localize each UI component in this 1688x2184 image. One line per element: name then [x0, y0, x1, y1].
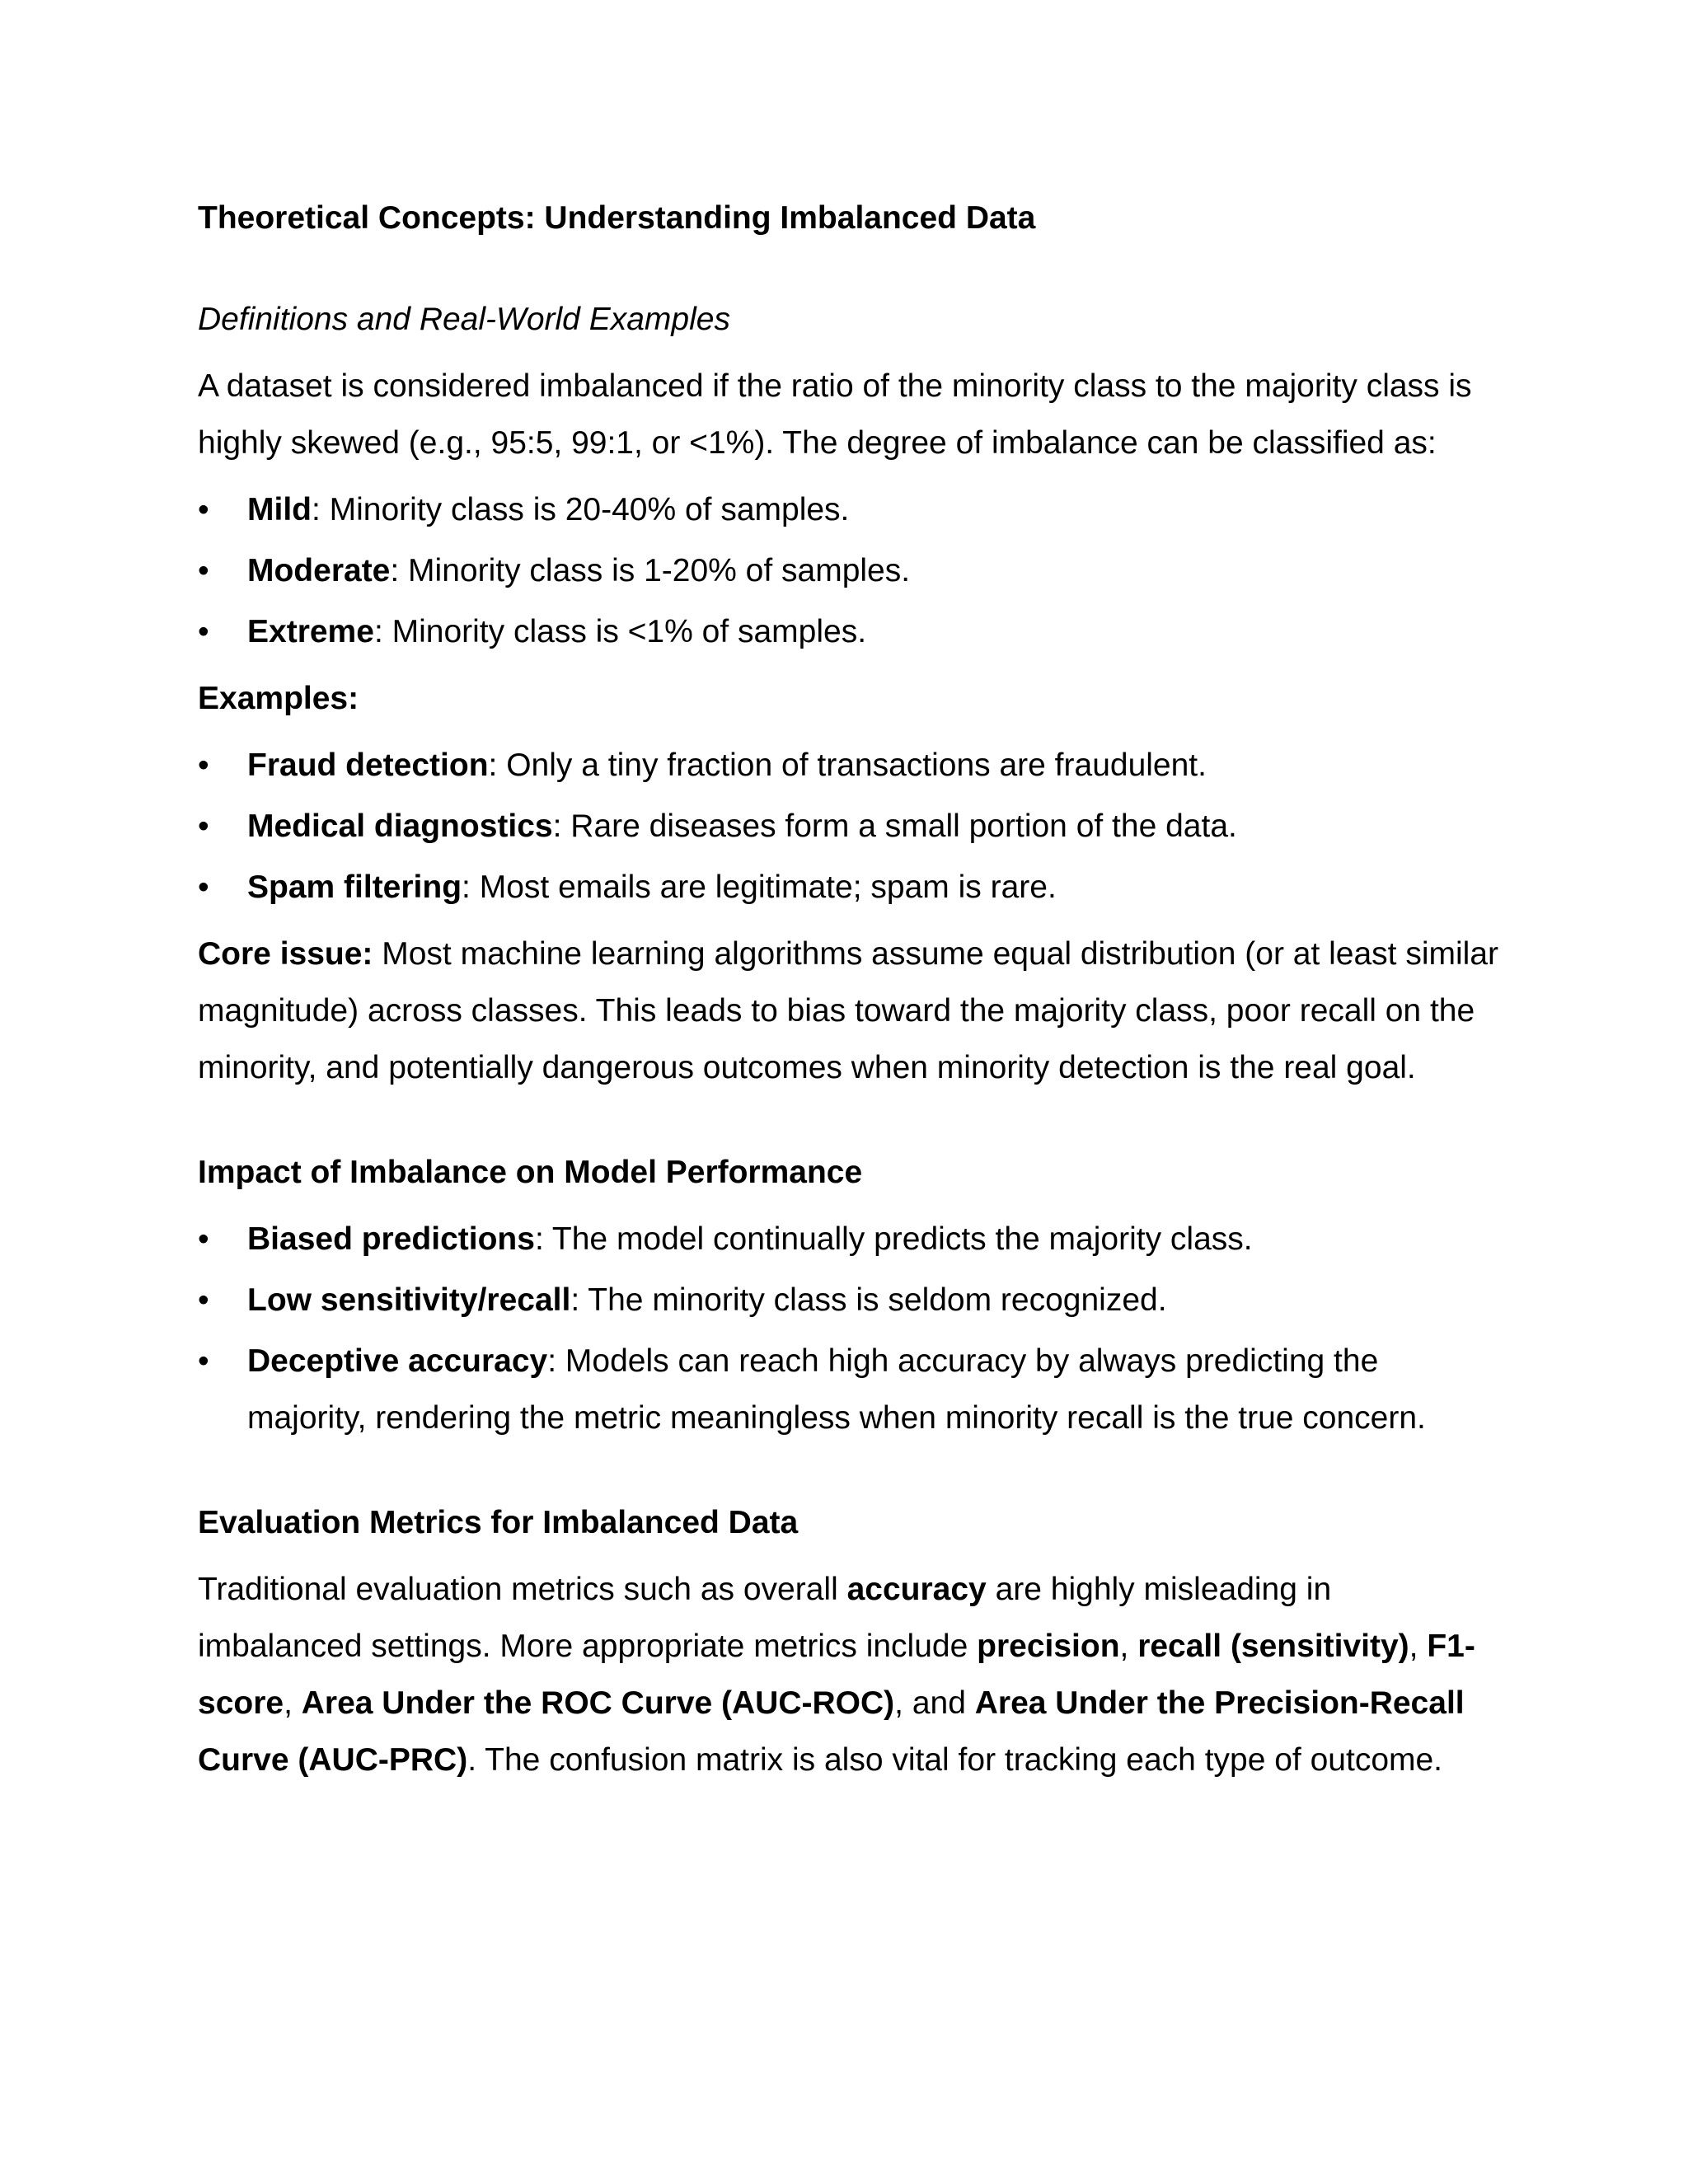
bullet-icon: • [198, 492, 209, 527]
list-item-text: : Minority class is 1-20% of samples. [390, 553, 911, 588]
term-precision: precision [977, 1629, 1120, 1664]
examples-list [198, 737, 1500, 916]
intro-paragraph: A dataset is considered imbalanced if the ratio of the minority class to the majority class is highly skewed (e.g., 95:5, 99:1, or <1%). The degree of imbalance can be classified as: [198, 368, 1472, 461]
list-item [198, 798, 1500, 855]
list-item-term: Biased predictions [247, 1221, 535, 1257]
text-run: , [1409, 1629, 1428, 1664]
list-item-term: Low sensitivity/recall [247, 1282, 571, 1318]
list-item-term: Extreme [247, 614, 374, 649]
document-title: Theoretical Concepts: Understanding Imbalanced Data [198, 200, 1036, 236]
list-item [198, 1272, 1500, 1329]
bullet-icon: • [198, 614, 209, 649]
term-recall: recall (sensitivity) [1137, 1629, 1409, 1664]
core-issue-label: Core issue: [198, 936, 373, 972]
bullet-icon: • [198, 869, 209, 905]
core-issue-text: Most machine learning algorithms assume equal distribution (or at least similar magnitude) across classes. This leads to bias toward the majority class, poor recall on the minority, and potentially dangerous outcomes when minority detection is the real goal. [198, 936, 1498, 1085]
list-item-text: : Minority class is 20-40% of samples. [311, 492, 850, 527]
list-item-text: : Minority class is <1% of samples. [373, 614, 867, 649]
section-heading-impact: Impact of Imbalance on Model Performance [198, 1155, 863, 1190]
list-item-text: : The model continually predicts the majority class. [534, 1221, 1253, 1257]
bullet-icon: • [198, 1343, 209, 1379]
list-item-term: Mild [247, 492, 312, 527]
section-subtitle-definitions: Definitions and Real-World Examples [198, 302, 730, 337]
term-auc-prc: Area Under the Precision-Recall Curve (AUC-PRC) [198, 1685, 1465, 1778]
list-item [198, 737, 1500, 794]
list-item-text: : Rare diseases form a small portion of the data. [552, 808, 1237, 844]
text-run: . The confusion matrix is also vital for tracking each type of outcome. [467, 1742, 1443, 1778]
impact-list [198, 1211, 1500, 1446]
term-accuracy: accuracy [846, 1572, 987, 1607]
list-item-text: : Most emails are legitimate; spam is rare. [462, 869, 1057, 905]
list-item [198, 542, 1500, 599]
imbalance-degree-list [198, 481, 1500, 660]
list-item [198, 603, 1500, 660]
document-page [198, 190, 1500, 1798]
core-issue-paragraph [198, 926, 1500, 1096]
text-run: are highly misleading in imbalanced settings. More appropriate metrics include [198, 1572, 1332, 1664]
list-item-term: Fraud detection [247, 748, 489, 783]
list-item-text: : Only a tiny fraction of transactions are fraudulent. [488, 748, 1207, 783]
list-item-term: Spam filtering [247, 869, 462, 905]
bullet-icon: • [198, 748, 209, 783]
evaluation-paragraph [198, 1561, 1500, 1788]
term-auc-roc: Area Under the ROC Curve (AUC-ROC) [301, 1685, 895, 1721]
list-item [198, 859, 1500, 916]
term-f1-score: F1-score [198, 1629, 1475, 1721]
examples-label: Examples: [198, 681, 359, 716]
text-run: Traditional evaluation metrics such as overall [198, 1572, 847, 1607]
text-run: , [284, 1685, 302, 1721]
bullet-icon: • [198, 808, 209, 844]
list-item-text: : Models can reach high accuracy by always predicting the majority, rendering the metric meaningless when minority recall is the true concern. [247, 1343, 1426, 1436]
list-item [198, 1333, 1500, 1446]
list-item-text: : The minority class is seldom recognized. [570, 1282, 1167, 1318]
text-run: , and [894, 1685, 975, 1721]
list-item [198, 1211, 1500, 1268]
list-item-term: Moderate [247, 553, 391, 588]
bullet-icon: • [198, 553, 209, 588]
list-item-term: Deceptive accuracy [247, 1343, 548, 1379]
list-item-term: Medical diagnostics [247, 808, 553, 844]
section-heading-evaluation: Evaluation Metrics for Imbalanced Data [198, 1505, 799, 1540]
text-run: , [1119, 1629, 1138, 1664]
bullet-icon: • [198, 1221, 209, 1257]
list-item [198, 481, 1500, 538]
bullet-icon: • [198, 1282, 209, 1318]
